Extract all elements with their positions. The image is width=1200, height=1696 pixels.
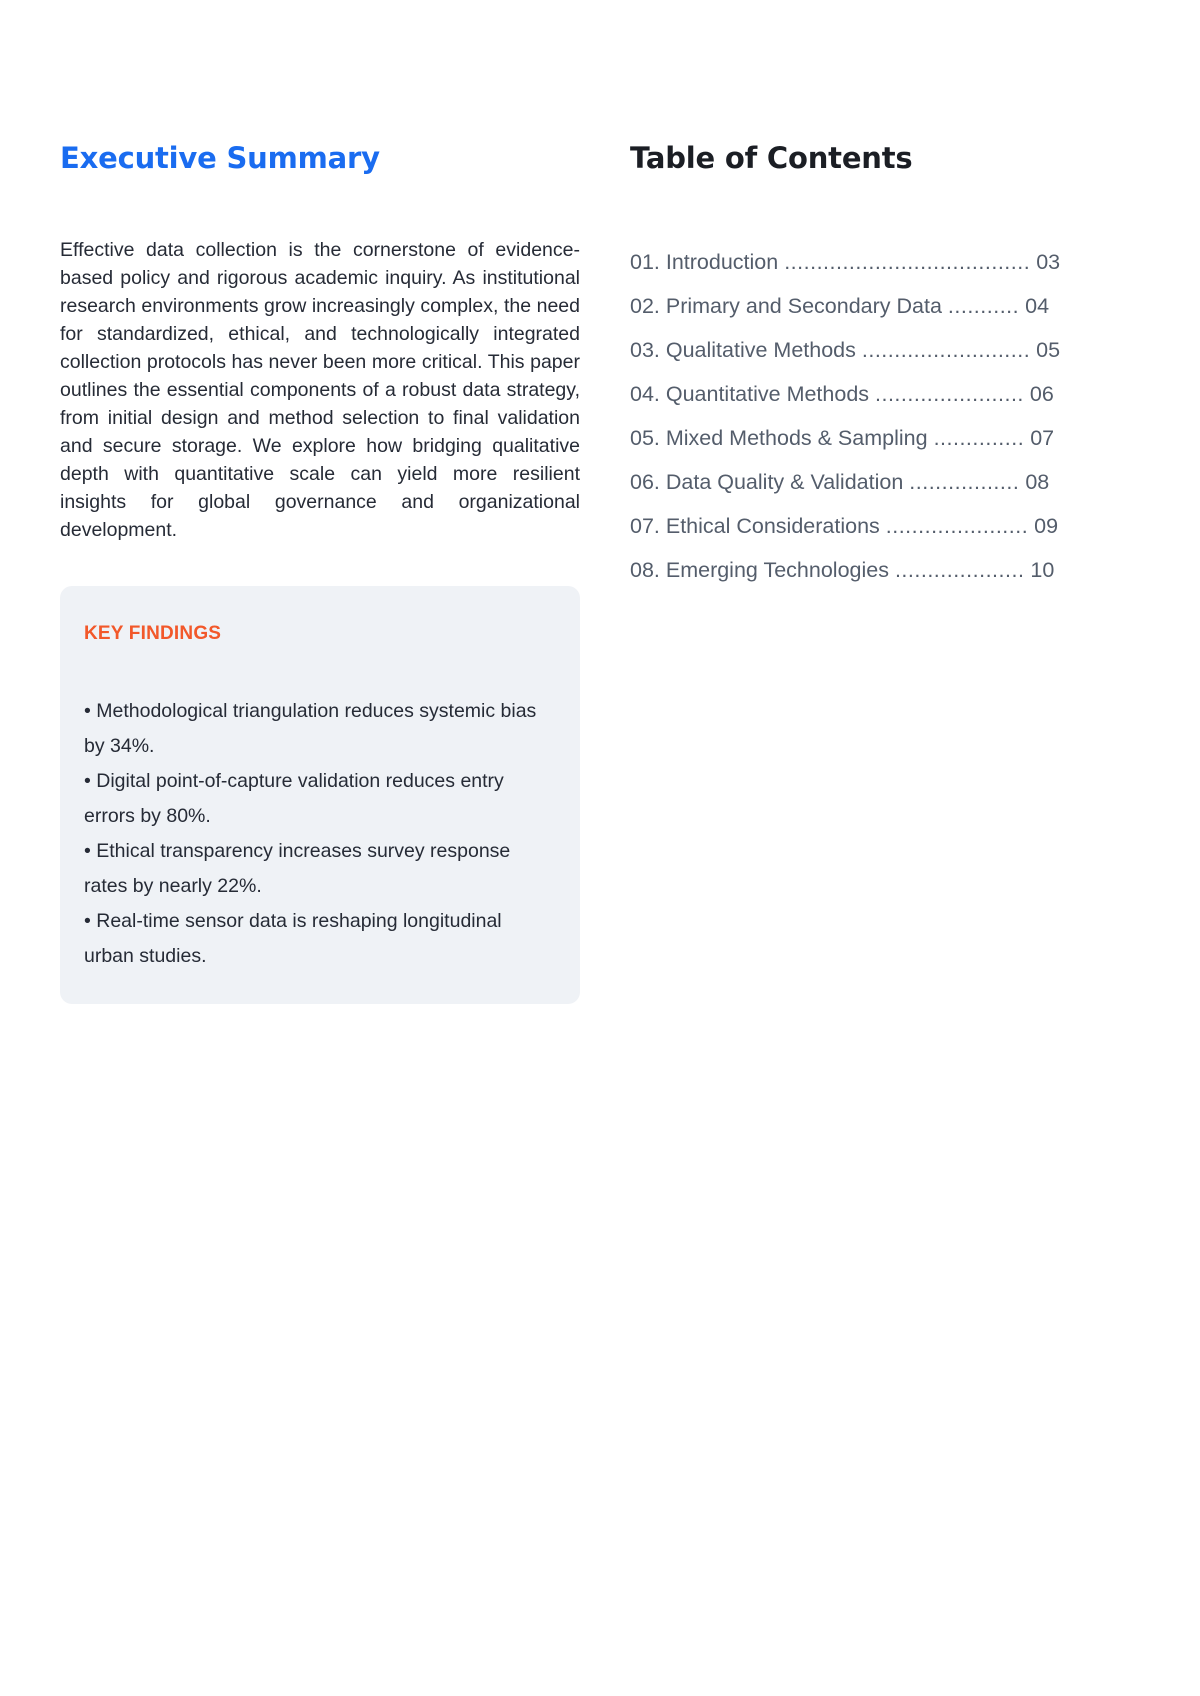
toc-entry-qualitative-methods[interactable] — [630, 328, 1130, 372]
key-findings-box — [60, 586, 580, 1004]
key-finding-item: • Ethical transparency increases survey response rates by nearly 22%. — [84, 840, 511, 897]
key-findings-list — [84, 694, 556, 974]
key-finding-item: • Methodological triangulation reduces systemic bias by 34%. — [84, 700, 537, 757]
toc-entry-leader: ...................................... — [784, 250, 1031, 274]
table-of-contents-title: Table of Contents — [630, 141, 913, 175]
toc-entry-page: 08 — [1025, 470, 1050, 494]
toc-entry-label: 06. Data Quality & Validation — [630, 470, 904, 494]
toc-entry-label: 04. Quantitative Methods — [630, 382, 870, 406]
toc-entry-leader: ...................... — [885, 514, 1029, 538]
toc-entry-label: 01. Introduction — [630, 250, 779, 274]
toc-entry-page: 04 — [1025, 294, 1050, 318]
table-of-contents-list — [630, 240, 1130, 592]
toc-entry-label: 03. Qualitative Methods — [630, 338, 856, 362]
toc-entry-label: 02. Primary and Secondary Data — [630, 294, 942, 318]
toc-entry-leader: ................. — [909, 470, 1020, 494]
toc-entry-label: 07. Ethical Considerations — [630, 514, 880, 538]
toc-entry-page: 03 — [1036, 250, 1061, 274]
toc-entry-page: 05 — [1036, 338, 1061, 362]
toc-entry-label: 08. Emerging Technologies — [630, 558, 889, 582]
toc-entry-page: 07 — [1030, 426, 1055, 450]
toc-entry-leader: ....................... — [875, 382, 1024, 406]
toc-entry-introduction[interactable] — [630, 240, 1130, 284]
executive-summary-title: Executive Summary — [60, 141, 380, 175]
key-findings-label: KEY FINDINGS — [84, 623, 222, 644]
toc-entry-mixed-methods-sampling[interactable] — [630, 416, 1130, 460]
key-finding-item: • Digital point-of-capture validation reduces entry errors by 80%. — [84, 770, 504, 827]
toc-entry-emerging-technologies[interactable] — [630, 548, 1130, 592]
executive-summary-body: Effective data collection is the cornerstone of evidence-based policy and rigorous academic inquiry. As institutional research environments grow increasingly complex, the need for standardized, ethical, and technologically integrated collection protocols has never been more critical. This paper outlines the essential components of a robust data strategy, from initial design and method selection to final validation and secure storage. We explore how bridging qualitative depth with quantitative scale can yield more resilient insights for global governance and organizational development. — [60, 239, 580, 541]
toc-entry-leader: .................... — [894, 558, 1025, 582]
toc-entry-label: 05. Mixed Methods & Sampling — [630, 426, 928, 450]
toc-entry-primary-secondary-data[interactable] — [630, 284, 1130, 328]
toc-entry-leader: ........... — [947, 294, 1020, 318]
toc-entry-data-quality-validation[interactable] — [630, 460, 1130, 504]
toc-entry-page: 09 — [1034, 514, 1059, 538]
table-of-contents-section — [630, 140, 1130, 592]
key-finding-item: • Real-time sensor data is reshaping longitudinal urban studies. — [84, 910, 502, 967]
toc-entry-leader: .......................... — [861, 338, 1031, 362]
executive-summary-section — [60, 140, 580, 1004]
toc-entry-ethical-considerations[interactable] — [630, 504, 1130, 548]
toc-entry-leader: .............. — [933, 426, 1025, 450]
toc-entry-quantitative-methods[interactable] — [630, 372, 1130, 416]
toc-entry-page: 10 — [1030, 558, 1055, 582]
toc-entry-page: 06 — [1029, 382, 1054, 406]
